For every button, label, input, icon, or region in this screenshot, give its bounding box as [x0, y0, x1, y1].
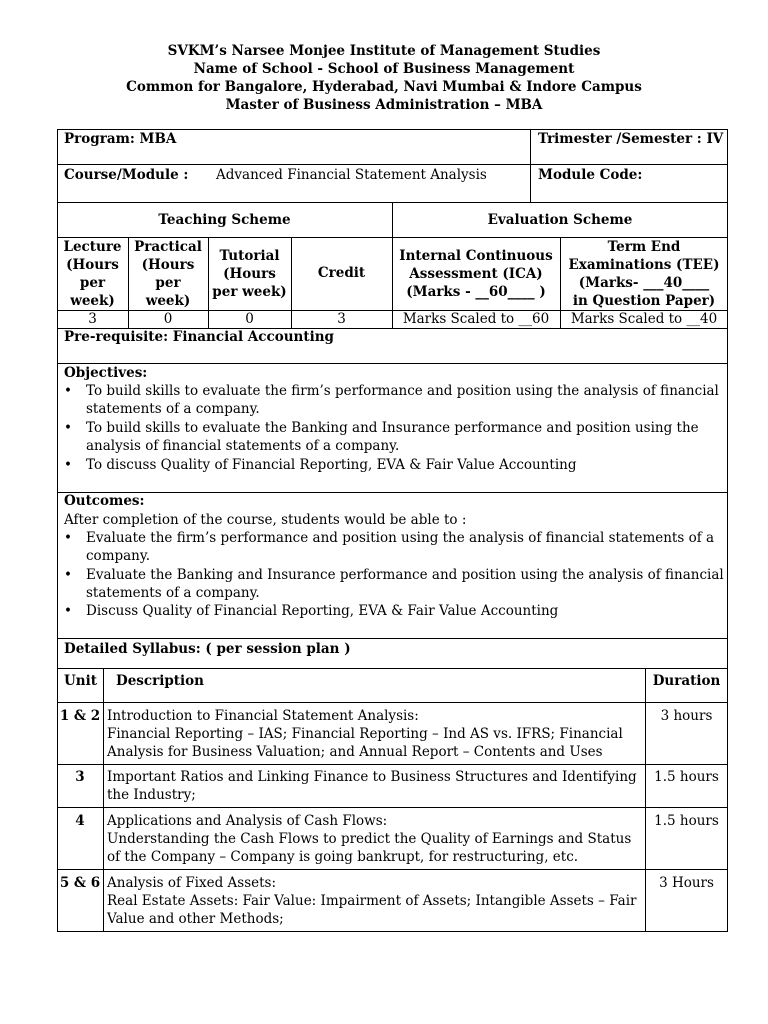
row-1-line-2: Financial Reporting – IAS; Financial Reporting – Ind AS vs. IFRS; Financial [107, 726, 623, 742]
row-1-line-1: Introduction to Financial Statement Analysis: [107, 708, 419, 724]
outcome-2-line-2: statements of a company. [86, 585, 260, 601]
unit-1: 1 & 2 [59, 708, 101, 724]
module-code-label: Module Code: [538, 167, 643, 183]
ica-value: Marks Scaled to __60 [402, 311, 550, 327]
trimester-label: Trimester /Semester : IV [538, 131, 724, 147]
row-3-line-1: Applications and Analysis of Cash Flows: [107, 813, 388, 829]
bullet: • [64, 603, 72, 619]
program-title: Master of Business Administration – MBA [225, 97, 543, 113]
credit-header: Credit [317, 265, 366, 281]
row-3-line-3: of the Company – Company is going bankrupt, for restructuring, etc. [107, 849, 579, 865]
duration-4: 3 Hours [659, 875, 714, 891]
description-header: Description [116, 673, 204, 689]
bullet: • [64, 567, 72, 583]
credit-value: 3 [337, 311, 346, 327]
row-4-line-1: Analysis of Fixed Assets: [107, 875, 277, 891]
course-label: Course/Module : [64, 167, 189, 183]
evaluation-scheme-heading: Evaluation Scheme [487, 212, 633, 228]
objective-2-line-1: To build skills to evaluate the Banking and Insurance performance and position using the [86, 420, 699, 436]
lecture-header: Lecture (Hours per week) [63, 239, 122, 309]
unit-3: 4 [75, 813, 85, 829]
teaching-scheme-heading: Teaching Scheme [158, 212, 291, 228]
row-1-line-3: Analysis for Business Valuation; and Annual Report – Contents and Uses [107, 744, 603, 760]
duration-header: Duration [652, 673, 721, 689]
row-4-line-3: Value and other Methods; [107, 911, 284, 927]
course-name: Advanced Financial Statement Analysis [216, 167, 487, 183]
school-name: Name of School - School of Business Management [193, 61, 575, 77]
unit-header: Unit [64, 673, 97, 689]
row-4-line-2: Real Estate Assets: Fair Value: Impairment of Assets; Intangible Assets – Fair [107, 893, 637, 909]
tutorial-value: 0 [245, 311, 254, 327]
objectives-title: Objectives: [64, 365, 148, 381]
duration-3: 1.5 hours [654, 813, 719, 829]
objective-1-line-1: To build skills to evaluate the firm’s performance and position using the analysis of financial [86, 383, 719, 399]
institute-name: SVKM’s Narsee Monjee Institute of Management Studies [167, 43, 601, 59]
outcome-1-line-2: company. [86, 548, 150, 564]
syllabus-title: Detailed Syllabus: ( per session plan ) [64, 641, 351, 657]
unit-2: 3 [75, 769, 85, 785]
prerequisite: Pre-requisite: Financial Accounting [64, 329, 334, 345]
ica-header: Internal Continuous Assessment (ICA) (Marks - __60____ ) [399, 248, 553, 300]
objective-2-line-2: analysis of financial statements of a company. [86, 438, 400, 454]
unit-4: 5 & 6 [59, 875, 101, 891]
outcome-1-line-1: Evaluate the firm’s performance and position using the analysis of financial statements of a [86, 530, 715, 546]
tee-value: Marks Scaled to __40 [570, 311, 718, 327]
outcome-3: Discuss Quality of Financial Reporting, EVA & Fair Value Accounting [86, 603, 559, 619]
bullet: • [64, 420, 72, 436]
bullet: • [64, 457, 72, 473]
tee-header: Term End Examinations (TEE) (Marks- ___40____ in Question Paper) [568, 239, 720, 309]
row-2-line-1: Important Ratios and Linking Finance to Business Structures and Identifying [107, 769, 637, 785]
objective-3: To discuss Quality of Financial Reporting, EVA & Fair Value Accounting [86, 457, 577, 473]
row-2-line-2: the Industry; [107, 787, 196, 803]
outcomes-title: Outcomes: [64, 493, 145, 509]
practical-value: 0 [163, 311, 173, 327]
practical-header: Practical (Hours per week) [134, 239, 202, 309]
objective-1-line-2: statements of a company. [86, 401, 260, 417]
outcome-2-line-1: Evaluate the Banking and Insurance performance and position using the analysis of financial [86, 567, 724, 583]
program-label: Program: MBA [64, 131, 177, 147]
campus-line: Common for Bangalore, Hyderabad, Navi Mumbai & Indore Campus [126, 79, 642, 95]
duration-1: 3 hours [660, 708, 713, 724]
tutorial-header: Tutorial (Hours per week) [212, 248, 287, 300]
bullet: • [64, 383, 72, 399]
duration-2: 1.5 hours [654, 769, 719, 785]
bullet: • [64, 530, 72, 546]
row-3-line-2: Understanding the Cash Flows to predict the Quality of Earnings and Status [107, 831, 632, 847]
lecture-value: 3 [88, 311, 97, 327]
outcomes-intro: After completion of the course, students would be able to : [64, 512, 467, 528]
